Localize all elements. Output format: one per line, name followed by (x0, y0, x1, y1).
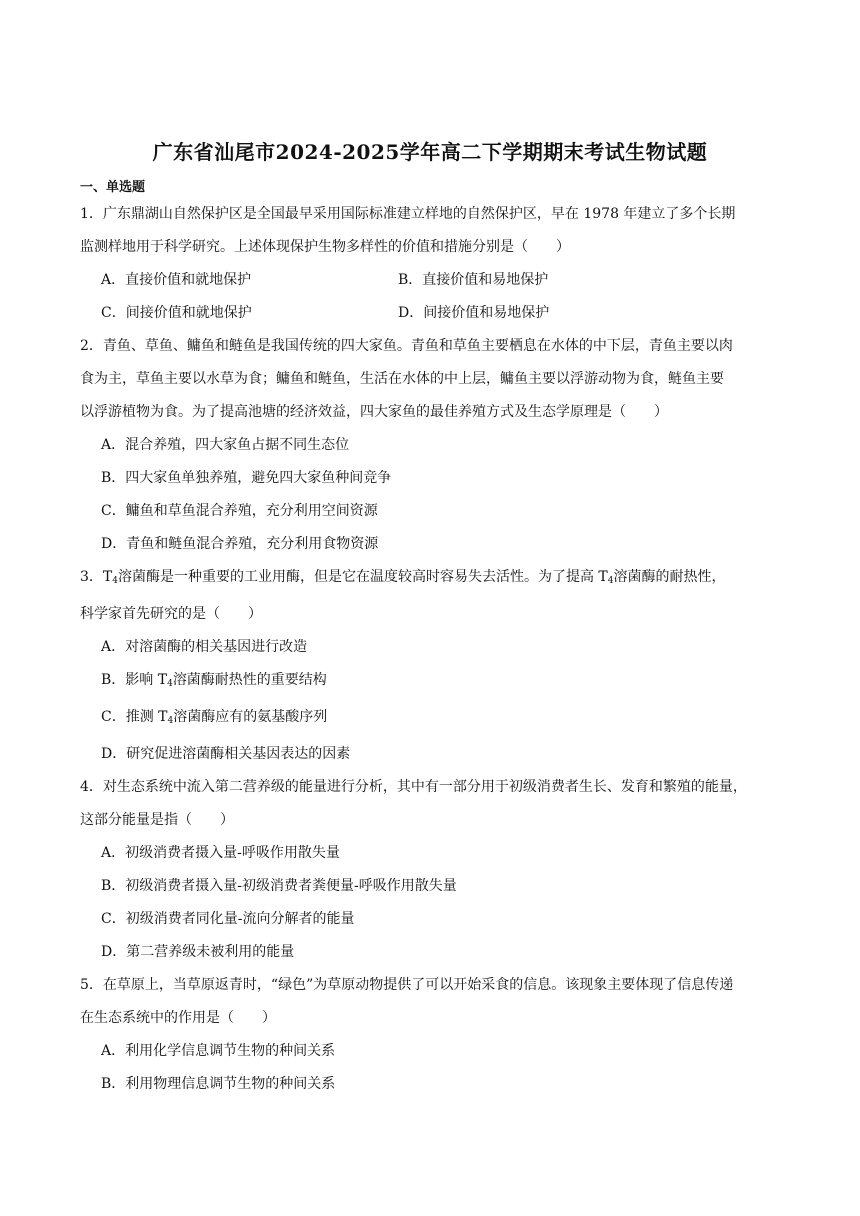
question-3-stem-line-1 (80, 561, 782, 598)
question-5-option-a: A．利用化学信息调节生物的种间关系 (101, 1043, 336, 1059)
question-5-stem-line-1: 5．在草原上，当草原返青时，“绿色”为草原动物提供了可以开始采食的信息。该现象主要体现了信息传递 (80, 977, 734, 993)
question-2-option-b: B．四大家鱼单独养殖，避免四大家鱼种间竞争 (101, 470, 392, 486)
question-4-option-d: D．第二营养级未被利用的能量 (101, 944, 295, 960)
question-1-option-a: A．直接价值和就地保护 (101, 272, 252, 288)
question-2 (80, 330, 782, 561)
q3-optc-text-b: 溶菌酶应有的氨基酸序列 (173, 709, 328, 725)
question-1-stem-line-2: 监测样地用于科学研究。上述体现保护生物多样性的价值和措施分别是（ ） (80, 239, 570, 255)
q3-optb-text-b: 溶菌酶耐热性的重要结构 (172, 672, 327, 688)
question-list (80, 198, 782, 1101)
question-1-option-c: C．间接价值和就地保护 (101, 305, 252, 321)
document-title: 广东省汕尾市2024-2025学年高二下学期期末考试生物试题 (152, 140, 708, 164)
q3-subscript-2: 4 (607, 576, 614, 586)
question-3-option-a: A．对溶菌酶的相关基因进行改造 (101, 639, 308, 655)
question-2-option-c: C．鳙鱼和草鱼混合养殖，充分利用空间资源 (101, 503, 378, 519)
question-4-option-a: A．初级消费者摄入量-呼吸作用散失量 (101, 845, 340, 861)
question-2-stem-line-1: 2．青鱼、草鱼、鳙鱼和鲢鱼是我国传统的四大家鱼。青鱼和草鱼主要栖息在水体的中下层，青鱼主要以肉 (80, 338, 733, 354)
question-2-option-a: A．混合养殖，四大家鱼占据不同生态位 (101, 437, 350, 453)
question-1-stem-line-1: 1．广东鼎湖山自然保护区是全国最早采用国际标准建立样地的自然保护区，早在 1978 年建立了多个长期 (80, 206, 736, 222)
question-3-option-c (80, 701, 782, 738)
q3-text-b: 溶菌酶是一种重要的工业用酶，但是它在温度较高时容易失去活性。为了提高 T (117, 569, 608, 585)
question-5-option-b: B．利用物理信息调节生物的种间关系 (101, 1076, 336, 1092)
question-3-option-b (80, 664, 782, 701)
q3-optb-subscript: 4 (167, 679, 173, 689)
q3-optb-text-a: B．影响 T (101, 672, 168, 688)
question-3 (80, 561, 782, 771)
question-1-option-b: B．直接价值和易地保护 (398, 272, 549, 288)
question-3-option-d: D．研究促进溶菌酶相关基因表达的因素 (101, 746, 351, 762)
q3-optc-text-a: C．推测 T (101, 709, 168, 725)
question-2-option-d: D．青鱼和鲢鱼混合养殖，充分利用食物资源 (101, 536, 379, 552)
question-4 (80, 771, 782, 969)
section-heading: 一、单选题 (80, 180, 146, 195)
question-3-stem-line-2: 科学家首先研究的是（ ） (80, 606, 262, 622)
question-2-stem-line-3: 以浮游植物为食。为了提高池塘的经济效益，四大家鱼的最佳养殖方式及生态学原理是（ ） (80, 404, 668, 420)
question-4-option-c: C．初级消费者同化量-流向分解者的能量 (101, 911, 355, 927)
question-4-stem-line-2: 这部分能量是指（ ） (80, 812, 234, 828)
question-4-stem-line-1: 4．对生态系统中流入第二营养级的能量进行分析，其中有一部分用于初级消费者生长、发育和繁殖的能量， (80, 779, 747, 795)
q3-text-a: 3．T (80, 569, 113, 585)
question-4-option-b: B．初级消费者摄入量-初级消费者粪便量-呼吸作用散失量 (101, 878, 457, 894)
q3-subscript-1: 4 (112, 576, 118, 586)
question-5 (80, 969, 782, 1101)
question-1 (80, 198, 782, 330)
question-1-option-d: D．间接价值和易地保护 (398, 305, 550, 321)
q3-text-c: 溶菌酶的耐热性， (613, 569, 726, 585)
q3-optc-subscript: 4 (167, 716, 174, 726)
question-2-stem-line-2: 食为主，草鱼主要以水草为食；鳙鱼和鲢鱼，生活在水体的中上层，鳙鱼主要以浮游动物为食，鲢鱼主要 (80, 371, 724, 387)
question-5-stem-line-2: 在生态系统中的作用是（ ） (80, 1010, 276, 1026)
